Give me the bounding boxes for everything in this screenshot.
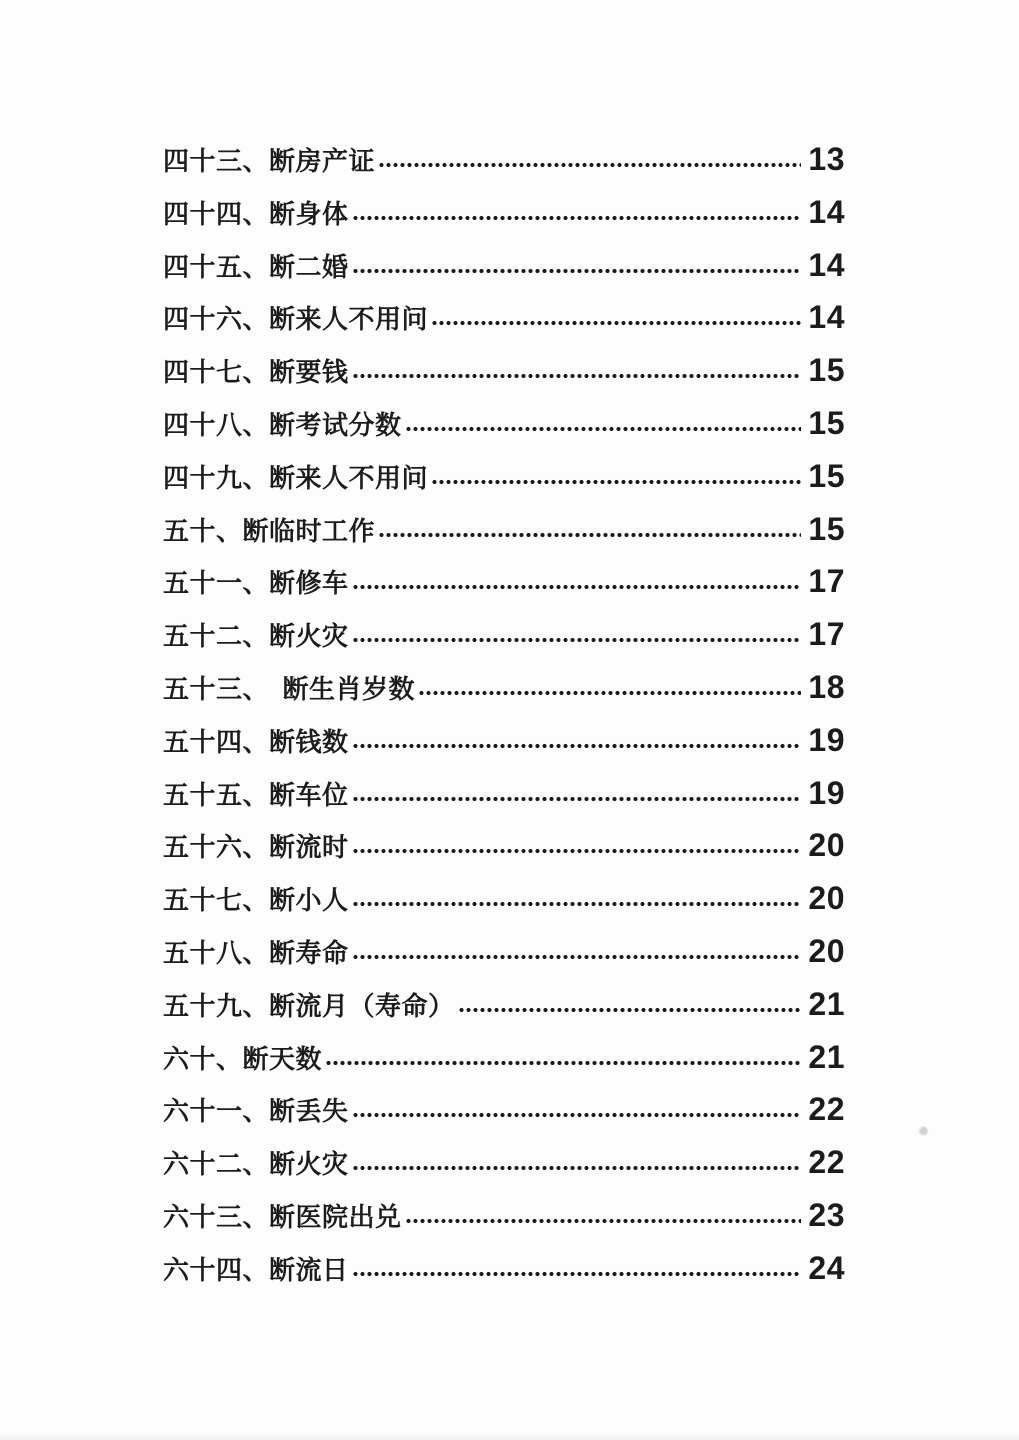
dot-leader — [352, 1110, 801, 1120]
dot-leader — [352, 266, 801, 276]
toc-entry-label: 五十五、断车位 — [163, 780, 349, 810]
toc-entry — [163, 981, 845, 1034]
toc-entry — [163, 1245, 845, 1298]
toc-entry — [163, 1034, 845, 1087]
dot-leader — [352, 794, 801, 804]
toc-entry-page-number: 19 — [808, 721, 845, 758]
toc-entry-label: 五十七、断小人 — [163, 886, 349, 916]
toc-entry-page-number: 15 — [808, 510, 845, 547]
toc-entry — [163, 347, 845, 400]
toc-entry — [163, 189, 845, 242]
toc-entry — [163, 1139, 845, 1192]
toc-entry-page-number: 20 — [808, 827, 845, 864]
toc-entry-page-number: 19 — [808, 774, 845, 811]
scan-edge-shadow — [0, 1433, 1019, 1440]
toc-entry-label: 五十八、断寿命 — [163, 938, 349, 968]
toc-entry-label: 六十二、断火灾 — [163, 1150, 349, 1180]
toc-entry-label: 六十、断天数 — [163, 1044, 323, 1074]
dot-leader — [431, 318, 801, 328]
dot-leader — [352, 1163, 801, 1173]
toc-entry-page-number: 17 — [808, 616, 845, 653]
toc-entry — [163, 136, 845, 189]
toc-entry — [163, 1086, 845, 1139]
dot-leader — [378, 160, 801, 170]
dot-leader — [352, 582, 801, 592]
dot-leader — [418, 688, 801, 698]
dot-leader — [325, 1058, 801, 1068]
toc-entry-page-number: 22 — [808, 1144, 845, 1181]
toc-entry-page-number: 20 — [808, 880, 845, 917]
toc-entry — [163, 770, 845, 823]
toc-entry-label: 四十四、断身体 — [163, 199, 349, 229]
toc-entry-page-number: 18 — [808, 668, 845, 705]
dot-leader — [352, 371, 801, 381]
toc-entry-label: 五十三、 断生肖岁数 — [163, 674, 416, 704]
dot-leader — [378, 530, 801, 540]
dot-leader — [352, 899, 801, 909]
toc-entry — [163, 558, 845, 611]
toc-entry-label: 五十六、断流时 — [163, 833, 349, 863]
toc-entry — [163, 242, 845, 295]
toc-entry — [163, 400, 845, 453]
toc-entry-label: 四十五、断二婚 — [163, 252, 349, 282]
dot-leader — [352, 952, 801, 962]
toc-entry-label: 四十六、断来人不用问 — [163, 305, 429, 335]
toc-entry-page-number: 17 — [808, 563, 845, 600]
toc-entry-label: 六十一、断丢失 — [163, 1097, 349, 1127]
toc-entry-page-number: 24 — [808, 1249, 845, 1286]
toc-entry-page-number: 14 — [808, 299, 845, 336]
toc-entry — [163, 822, 845, 875]
toc-entry-page-number: 15 — [808, 352, 845, 389]
toc-entry — [163, 453, 845, 506]
toc-entry-page-number: 15 — [808, 404, 845, 441]
toc-entry-page-number: 22 — [808, 1091, 845, 1128]
toc-entry — [163, 664, 845, 717]
toc-entry — [163, 294, 845, 347]
dot-leader — [352, 635, 801, 645]
toc-entry — [163, 875, 845, 928]
dot-leader — [405, 1216, 801, 1226]
dot-leader — [352, 213, 801, 223]
dot-leader — [405, 424, 801, 434]
toc-entry-page-number: 20 — [808, 932, 845, 969]
toc-entry-label: 五十、断临时工作 — [163, 516, 376, 546]
toc-entry-page-number: 14 — [808, 193, 845, 230]
toc-entry — [163, 611, 845, 664]
toc-list — [163, 136, 845, 1298]
scan-artifact-speck — [918, 1126, 929, 1136]
dot-leader — [458, 1005, 801, 1015]
toc-entry-label: 五十九、断流月（寿命） — [163, 991, 455, 1021]
toc-entry-page-number: 23 — [808, 1196, 845, 1233]
toc-entry-page-number: 21 — [808, 1038, 845, 1075]
toc-entry — [163, 1192, 845, 1245]
toc-entry — [163, 506, 845, 559]
dot-leader — [352, 1269, 801, 1279]
toc-entry-page-number: 14 — [808, 246, 845, 283]
toc-entry-label: 五十四、断钱数 — [163, 727, 349, 757]
dot-leader — [431, 477, 801, 487]
dot-leader — [352, 846, 801, 856]
toc-entry-label: 六十四、断流日 — [163, 1255, 349, 1285]
toc-entry-page-number: 21 — [808, 985, 845, 1022]
toc-entry-label: 四十三、断房产证 — [163, 147, 376, 176]
toc-entry-label: 六十三、断医院出兑 — [163, 1202, 402, 1232]
toc-entry — [163, 717, 845, 770]
toc-entry — [163, 928, 845, 981]
toc-entry-page-number: 13 — [808, 141, 845, 177]
toc-entry-label: 五十一、断修车 — [163, 569, 349, 599]
toc-entry-label: 五十二、断火灾 — [163, 622, 349, 652]
dot-leader — [352, 741, 801, 751]
toc-entry-label: 四十八、断考试分数 — [163, 410, 402, 440]
toc-entry-label: 四十七、断要钱 — [163, 358, 349, 388]
toc-entry-label: 四十九、断来人不用问 — [163, 463, 429, 493]
toc-entry-page-number: 15 — [808, 457, 845, 494]
